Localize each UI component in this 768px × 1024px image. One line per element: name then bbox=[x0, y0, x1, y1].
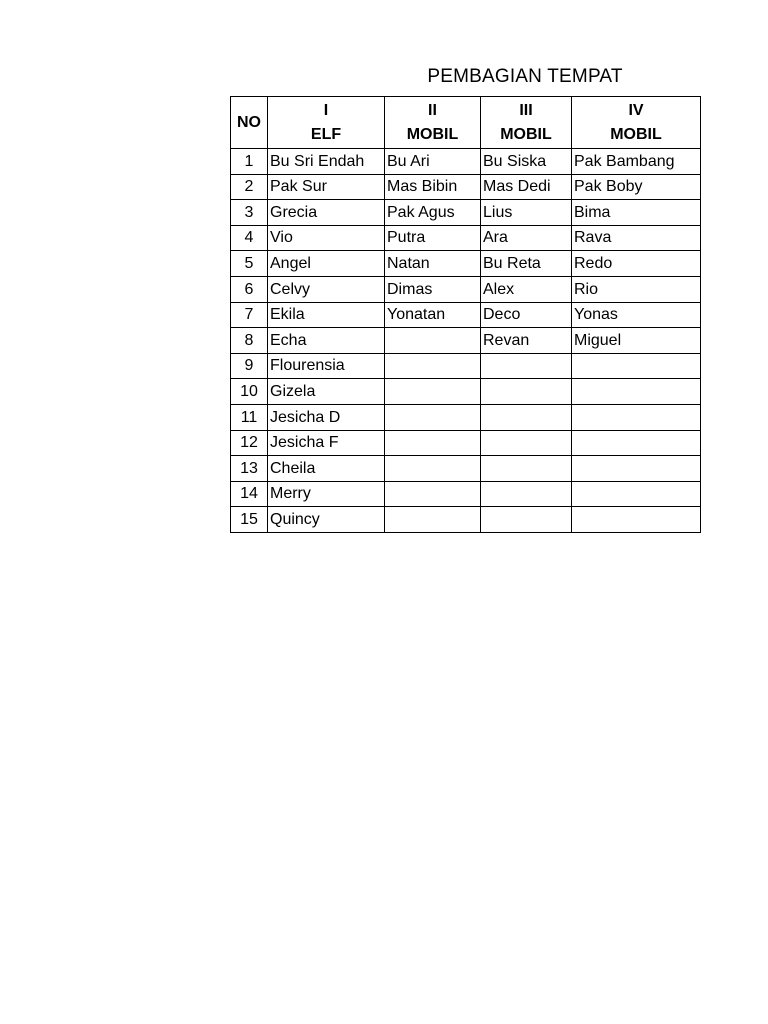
header-mobil-4 bbox=[572, 97, 701, 149]
cell-elf: Quincy bbox=[268, 507, 385, 533]
cell-elf: Bu Sri Endah bbox=[268, 149, 385, 175]
header-top-label: NO bbox=[237, 113, 261, 131]
table-row bbox=[231, 404, 701, 430]
header-top-label: IV bbox=[628, 101, 644, 119]
table-row bbox=[231, 200, 701, 226]
cell-mobil-3 bbox=[481, 404, 572, 430]
cell-mobil-4: Rio bbox=[572, 276, 701, 302]
cell-mobil-2 bbox=[385, 430, 481, 456]
seating-table bbox=[230, 96, 701, 533]
table-row bbox=[231, 430, 701, 456]
cell-elf: Pak Sur bbox=[268, 174, 385, 200]
cell-mobil-4 bbox=[572, 379, 701, 405]
table-row bbox=[231, 149, 701, 175]
cell-mobil-4: Rava bbox=[572, 225, 701, 251]
cell-elf: Flourensia bbox=[268, 353, 385, 379]
cell-mobil-3 bbox=[481, 430, 572, 456]
cell-elf: Angel bbox=[268, 251, 385, 277]
table-row bbox=[231, 251, 701, 277]
row-number: 12 bbox=[231, 430, 268, 456]
table-row bbox=[231, 456, 701, 482]
cell-mobil-2: Bu Ari bbox=[385, 149, 481, 175]
row-number: 2 bbox=[231, 174, 268, 200]
cell-mobil-2: Natan bbox=[385, 251, 481, 277]
row-number: 5 bbox=[231, 251, 268, 277]
header-top-label: I bbox=[323, 101, 329, 119]
header-top-label: II bbox=[428, 101, 437, 119]
cell-mobil-3: Ara bbox=[481, 225, 572, 251]
cell-mobil-4 bbox=[572, 430, 701, 456]
table-row bbox=[231, 225, 701, 251]
cell-mobil-3: Lius bbox=[481, 200, 572, 226]
row-number: 3 bbox=[231, 200, 268, 226]
row-number: 9 bbox=[231, 353, 268, 379]
row-number: 4 bbox=[231, 225, 268, 251]
header-no bbox=[231, 97, 268, 149]
cell-mobil-4: Redo bbox=[572, 251, 701, 277]
cell-mobil-2 bbox=[385, 456, 481, 482]
cell-mobil-2: Putra bbox=[385, 225, 481, 251]
cell-mobil-3: Bu Siska bbox=[481, 149, 572, 175]
cell-mobil-3 bbox=[481, 379, 572, 405]
table-row bbox=[231, 302, 701, 328]
cell-mobil-2: Yonatan bbox=[385, 302, 481, 328]
cell-mobil-2: Dimas bbox=[385, 276, 481, 302]
cell-elf: Celvy bbox=[268, 276, 385, 302]
table-row bbox=[231, 481, 701, 507]
header-elf bbox=[268, 97, 385, 149]
cell-elf: Merry bbox=[268, 481, 385, 507]
cell-mobil-3: Alex bbox=[481, 276, 572, 302]
cell-elf: Jesicha F bbox=[268, 430, 385, 456]
row-number: 13 bbox=[231, 456, 268, 482]
cell-elf: Vio bbox=[268, 225, 385, 251]
cell-mobil-2 bbox=[385, 507, 481, 533]
cell-mobil-4 bbox=[572, 507, 701, 533]
header-mobil-2 bbox=[385, 97, 481, 149]
table-body bbox=[231, 149, 701, 533]
table-row bbox=[231, 507, 701, 533]
row-number: 7 bbox=[231, 302, 268, 328]
cell-mobil-3: Mas Dedi bbox=[481, 174, 572, 200]
table-row bbox=[231, 276, 701, 302]
cell-mobil-3 bbox=[481, 481, 572, 507]
cell-mobil-4: Yonas bbox=[572, 302, 701, 328]
cell-mobil-3: Bu Reta bbox=[481, 251, 572, 277]
cell-mobil-2: Pak Agus bbox=[385, 200, 481, 226]
cell-mobil-4: Pak Bambang bbox=[572, 149, 701, 175]
cell-mobil-3 bbox=[481, 507, 572, 533]
table-row bbox=[231, 353, 701, 379]
row-number: 11 bbox=[231, 404, 268, 430]
cell-mobil-3 bbox=[481, 456, 572, 482]
cell-mobil-4 bbox=[572, 353, 701, 379]
table-row bbox=[231, 328, 701, 354]
cell-mobil-2 bbox=[385, 404, 481, 430]
cell-mobil-4: Bima bbox=[572, 200, 701, 226]
cell-mobil-3: Deco bbox=[481, 302, 572, 328]
row-number: 10 bbox=[231, 379, 268, 405]
cell-mobil-4 bbox=[572, 456, 701, 482]
cell-mobil-3 bbox=[481, 353, 572, 379]
cell-mobil-2 bbox=[385, 481, 481, 507]
cell-mobil-2 bbox=[385, 328, 481, 354]
cell-mobil-4: Pak Boby bbox=[572, 174, 701, 200]
table-row bbox=[231, 379, 701, 405]
header-top-label: III bbox=[519, 101, 533, 119]
cell-elf: Jesicha D bbox=[268, 404, 385, 430]
header-mobil-3 bbox=[481, 97, 572, 149]
header-bottom-label: MOBIL bbox=[610, 125, 662, 143]
row-number: 14 bbox=[231, 481, 268, 507]
cell-mobil-2 bbox=[385, 353, 481, 379]
cell-elf: Ekila bbox=[268, 302, 385, 328]
cell-elf: Cheila bbox=[268, 456, 385, 482]
cell-elf: Echa bbox=[268, 328, 385, 354]
cell-elf: Grecia bbox=[268, 200, 385, 226]
row-number: 1 bbox=[231, 149, 268, 175]
row-number: 8 bbox=[231, 328, 268, 354]
cell-mobil-3: Revan bbox=[481, 328, 572, 354]
cell-mobil-4: Miguel bbox=[572, 328, 701, 354]
cell-mobil-4 bbox=[572, 404, 701, 430]
row-number: 6 bbox=[231, 276, 268, 302]
header-bottom-label: MOBIL bbox=[406, 125, 459, 143]
table-row bbox=[231, 174, 701, 200]
cell-mobil-2: Mas Bibin bbox=[385, 174, 481, 200]
header-bottom-label: ELF bbox=[310, 125, 342, 143]
row-number: 15 bbox=[231, 507, 268, 533]
cell-mobil-4 bbox=[572, 481, 701, 507]
cell-mobil-2 bbox=[385, 379, 481, 405]
cell-elf: Gizela bbox=[268, 379, 385, 405]
document-title: PEMBAGIAN TEMPAT bbox=[427, 66, 623, 87]
header-bottom-label: MOBIL bbox=[500, 125, 552, 143]
header-row bbox=[231, 97, 701, 149]
